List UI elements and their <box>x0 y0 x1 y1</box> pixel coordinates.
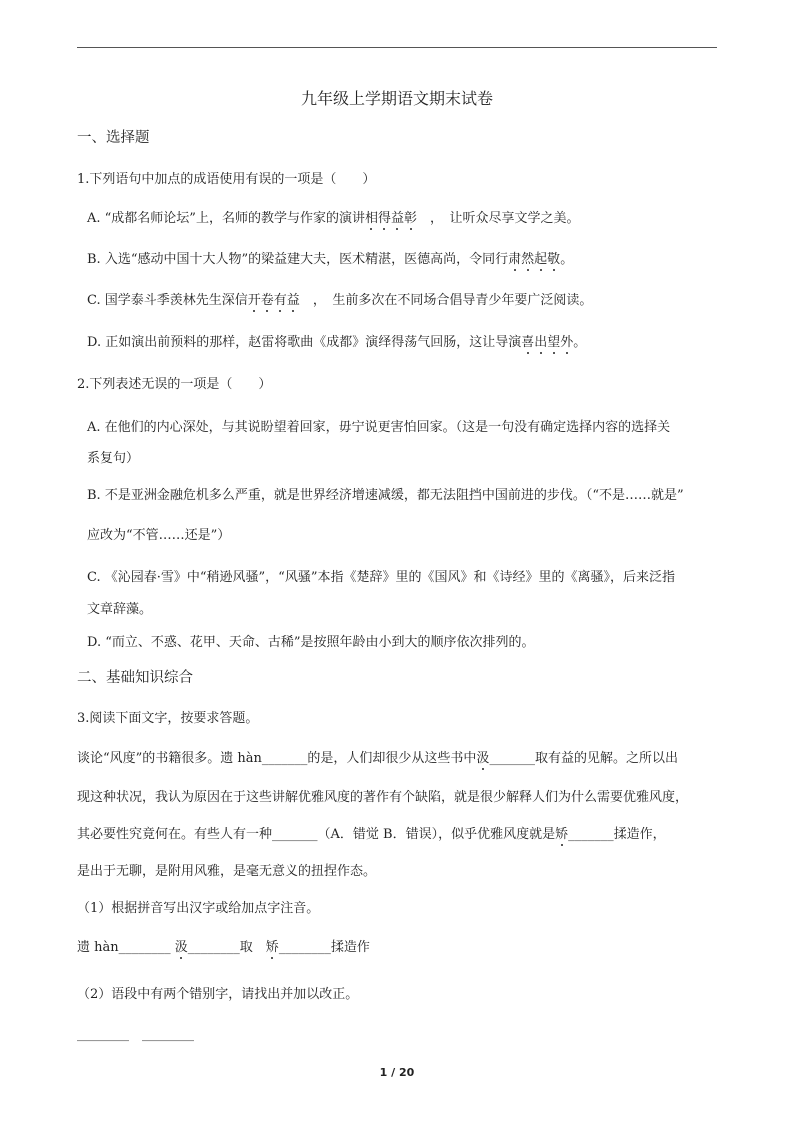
q2-option-b-line1: B. 不是亚洲金融危机多么严重，就是世界经济增速减缓，都无法阻挡中国前进的步伐。（“不是……就是” <box>87 488 684 503</box>
q3-answer-2-blanks: ________ ________ <box>77 1027 195 1042</box>
section-heading-basics: 二、基础知识综合 <box>77 670 193 686</box>
q3-subquestion-2: （2）语段中有两个错别字，请找出并加以改正。 <box>77 987 359 1002</box>
question-2-stem: 2.下列表述无误的一项是（ ） <box>77 377 272 392</box>
page-title: 九年级上学期语文期末试卷 <box>300 89 493 108</box>
question-1-stem: 1.下列语句中加点的成语使用有误的一项是（ ） <box>77 172 376 187</box>
q3-subquestion-1: （1）根据拼音写出汉字或给加点字注音。 <box>77 901 320 916</box>
q2-option-d: D. “而立、不惑、花甲、天命、古稀”是按照年龄由小到大的顺序依次排列的。 <box>87 635 535 650</box>
section-heading-choice: 一、选择题 <box>77 130 150 146</box>
q1-option-a: A. “成都名师论坛”上，名师的教学与作家的演讲相得益彰 ， 让听众尽享文学之美。 <box>87 211 580 226</box>
q2-option-b-line2: 应改为“不管……还是”） <box>87 528 231 543</box>
q3-passage-line1: 谈论“风度”的书籍很多。遗 hàn_______的是，人们却很少从这些书中汲_______取有益的见解。之所以出 <box>77 751 678 766</box>
q2-option-c-line1: C. 《沁园春·雪》中“稍逊风骚”，“风骚”本指《楚辞》里的《国风》和《诗经》里的《离骚》，后来泛指 <box>87 570 675 585</box>
question-3-stem: 3.阅读下面文字，按要求答题。 <box>77 711 259 726</box>
header-rule <box>77 47 717 48</box>
q2-option-c-line2: 文章辞藻。 <box>87 602 153 617</box>
q3-passage-line3: 其必要性究竟何在。有些人有一种_______（A．错觉 B．错误），似乎优雅风度就是矫_______揉造作， <box>77 827 666 842</box>
q1-option-c: C. 国学泰斗季羡林先生深信开卷有益 ， 生前多次在不同场合倡导青少年要广泛阅读。 <box>87 293 593 308</box>
q3-passage-line4: 是出于无聊，是附用风雅，是毫无意义的扭捏作态。 <box>77 864 377 879</box>
q2-option-a-line2: 系复句） <box>87 451 140 466</box>
q2-option-a-line1: A. 在他们的内心深处，与其说盼望着回家，毋宁说更害怕回家。（这是一句没有确定选择内容的选择关 <box>87 420 671 435</box>
page-number: 1 / 20 <box>379 1066 415 1079</box>
q3-passage-line2: 现这种状况，我认为原因在于这些讲解优雅风度的著作有个缺陷，就是很少解释人们为什么需要优雅风度， <box>77 790 689 805</box>
q1-option-d: D. 正如演出前预料的那样，赵雷将歌曲《成都》演绎得荡气回肠，这让导演喜出望外。 <box>87 335 587 350</box>
q3-answer-1-blanks: 遗 hàn________ 汲________取 矫________揉造作 <box>77 940 370 955</box>
q1-option-b: B. 入选“感动中国十大人物”的梁益建大夫，医术精湛，医德高尚，令同行肃然起敬。 <box>87 252 574 267</box>
